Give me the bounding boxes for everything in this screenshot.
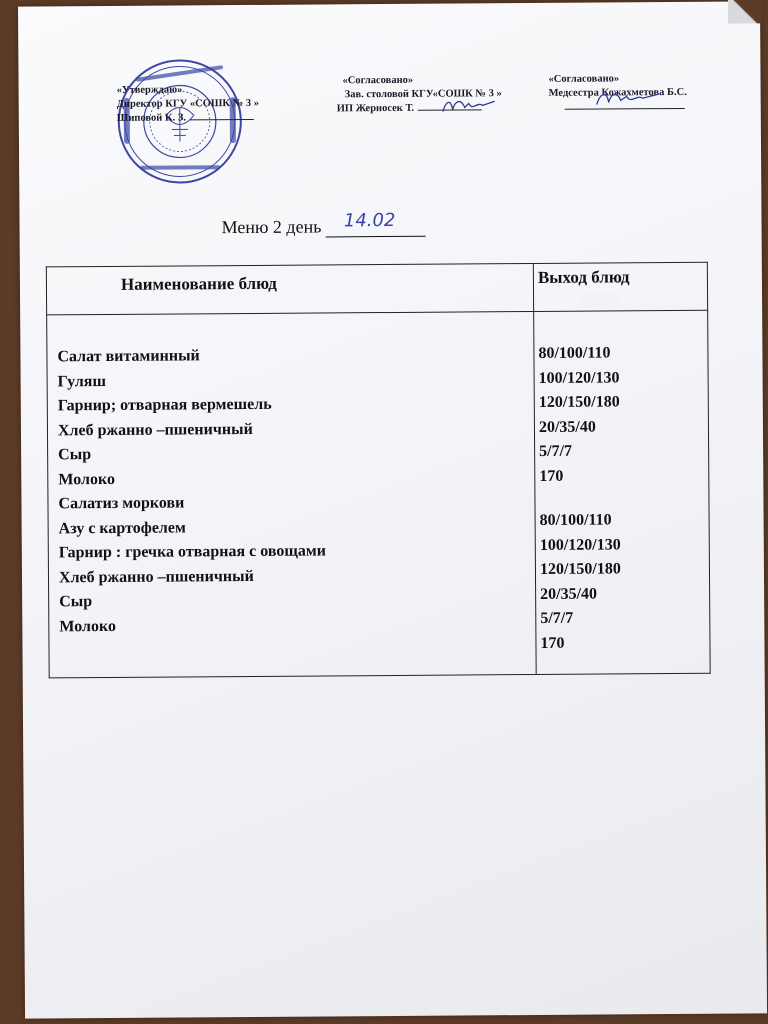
approval-signer: Шиповой К. З.	[116, 112, 187, 124]
handwritten-date: 14.02	[343, 209, 396, 232]
approval-title: «Утверждаю»	[116, 84, 183, 96]
menu-table	[46, 262, 711, 679]
list-item: 120/150/180	[538, 393, 620, 411]
menu-title: Меню 2 день	[221, 216, 322, 238]
list-item: Салатиз моркови	[58, 494, 185, 513]
approval-block	[117, 83, 260, 126]
table-body-row	[47, 310, 711, 678]
agreement-title: «Согласовано»	[548, 73, 620, 85]
agreement-signer: ИП Жерносек Т.	[336, 102, 415, 115]
agreement-position: Медсестра Кожахметова Б.С.	[548, 86, 687, 99]
page-title	[221, 209, 425, 238]
list-item: Сыр	[59, 593, 93, 611]
list-item: Салат витаминный	[57, 347, 200, 366]
list-item: 5/7/7	[539, 442, 573, 460]
outputs-cell	[534, 310, 711, 674]
list-item: Хлеб ржанно –пшеничный	[57, 420, 253, 439]
list-item: 80/100/110	[539, 511, 612, 529]
spacer	[539, 488, 708, 509]
list-item: Гарнир; отварная вермешель	[57, 395, 272, 415]
handwritten-signature-icon	[593, 86, 663, 110]
dishes-cell	[47, 311, 537, 677]
document-page	[18, 1, 767, 1018]
list-item: 120/150/180	[539, 560, 621, 578]
list-item: Хлеб ржанно –пшеничный	[58, 567, 254, 586]
list-item: 80/100/110	[538, 344, 611, 362]
list-item: 100/120/130	[538, 368, 620, 387]
list-item: 100/120/130	[539, 535, 621, 554]
list-item: Молоко	[58, 470, 116, 488]
list-item: 5/7/7	[540, 609, 574, 627]
list-item: 20/35/40	[538, 418, 596, 436]
list-item: Гуляш	[57, 372, 106, 390]
list-item: Молоко	[59, 617, 117, 635]
approval-signer-row	[117, 111, 259, 126]
folded-corner	[728, 0, 762, 24]
approval-position: Директор КГУ «СОШК № 3 »	[116, 97, 259, 110]
column-header-output: Выход блюд	[533, 262, 707, 311]
list-item: 20/35/40	[540, 585, 598, 603]
table-header-row	[46, 262, 707, 315]
list-item: Азу с картофелем	[58, 518, 186, 537]
column-header-dish: Наименование блюд	[46, 263, 533, 314]
handwritten-signature-icon	[439, 95, 499, 117]
list-item: Сыр	[58, 446, 92, 464]
signature-line	[190, 119, 254, 120]
date-line	[326, 209, 426, 238]
list-item: 170	[539, 467, 564, 485]
list-item: 170	[540, 634, 565, 652]
list-item: Гарнир : гречка отварная с овощами	[58, 542, 327, 562]
agreement-title: «Согласовано»	[342, 74, 414, 87]
agreement-position: Зав. столовой КГУ«СОШК № 3 »	[344, 88, 502, 101]
bleed-through: ░░░░	[580, 292, 620, 308]
